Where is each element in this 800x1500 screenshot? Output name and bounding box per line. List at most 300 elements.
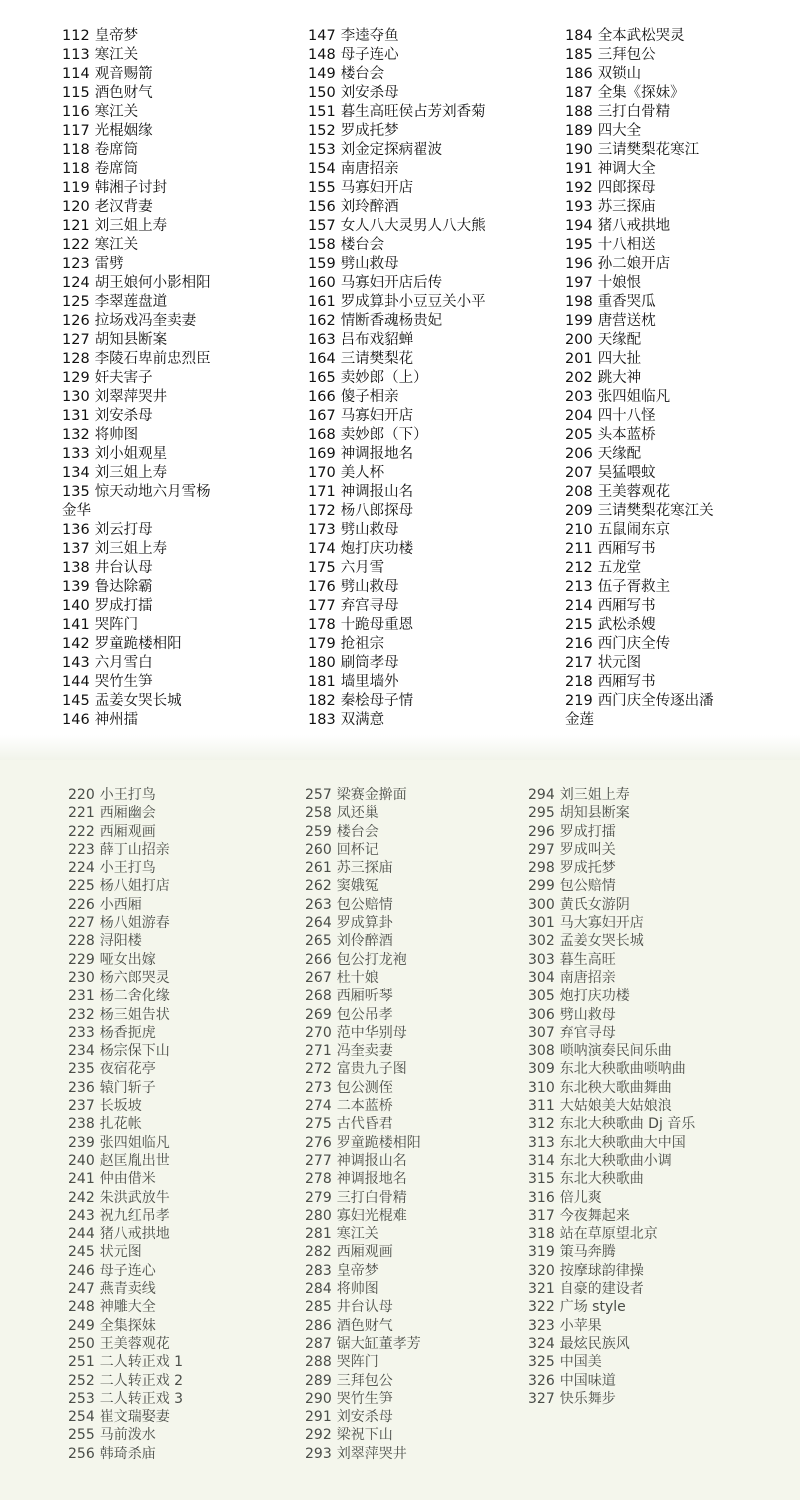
item-title: 孙二娘开店 bbox=[597, 256, 671, 272]
item-number: 276 bbox=[305, 1134, 332, 1151]
list-item bbox=[528, 1317, 793, 1335]
list-item bbox=[565, 483, 795, 502]
item-title: 老汉背妻 bbox=[94, 199, 153, 215]
list-item bbox=[528, 1170, 793, 1188]
item-number: 169 bbox=[308, 446, 336, 462]
list-item bbox=[308, 84, 558, 103]
item-title: 状元图 bbox=[597, 655, 642, 671]
item-title: 快乐舞步 bbox=[559, 1390, 616, 1407]
item-title: 刘三姐上寿 bbox=[559, 787, 630, 803]
item-number: 304 bbox=[528, 969, 555, 986]
item-number: 116 bbox=[62, 104, 90, 120]
item-title: 仲由借米 bbox=[99, 1171, 156, 1188]
list-item bbox=[308, 597, 558, 616]
item-title: 杨八姐打店 bbox=[99, 878, 170, 895]
item-number: 119 bbox=[62, 180, 90, 196]
item-title: 小王打鸟 bbox=[99, 787, 156, 803]
item-title: 井台认母 bbox=[94, 560, 153, 576]
list-item bbox=[305, 969, 530, 987]
item-number: 242 bbox=[68, 1189, 95, 1206]
item-title: 全集《探妹》 bbox=[597, 85, 685, 101]
item-title: 东北大秧歌曲小调 bbox=[559, 1152, 672, 1169]
list-item bbox=[68, 1207, 298, 1225]
item-title: 锯大缸董孝芳 bbox=[336, 1335, 421, 1352]
list-item bbox=[68, 1317, 298, 1335]
list-item bbox=[68, 1097, 298, 1115]
list-item bbox=[308, 255, 558, 274]
item-number: 289 bbox=[305, 1372, 332, 1389]
item-title: 二人转正戏 1 bbox=[99, 1354, 184, 1371]
list-item bbox=[68, 987, 298, 1005]
list-item bbox=[305, 1060, 530, 1078]
item-number: 158 bbox=[308, 237, 336, 253]
item-title: 回杯记 bbox=[336, 841, 379, 858]
item-title: 马寡妇开店 bbox=[340, 180, 414, 196]
item-title: 王美蓉观花 bbox=[597, 484, 671, 500]
item-number: 166 bbox=[308, 389, 336, 405]
list-item bbox=[565, 103, 795, 122]
item-number: 196 bbox=[565, 256, 593, 272]
item-title: 刘安杀母 bbox=[336, 1409, 393, 1426]
list-item bbox=[308, 198, 558, 217]
item-title: 大姑娘美大姑娘浪 bbox=[559, 1098, 672, 1115]
list-item bbox=[565, 445, 795, 464]
item-title: 卷席筒 bbox=[94, 161, 139, 177]
list-item bbox=[565, 141, 795, 160]
item-title: 情断香魂杨贵妃 bbox=[340, 313, 443, 329]
item-number: 286 bbox=[305, 1317, 332, 1334]
item-number: 285 bbox=[305, 1299, 332, 1316]
item-number: 194 bbox=[565, 218, 593, 234]
item-title: 西门庆全传逐出潘 bbox=[597, 693, 714, 709]
item-title: 拉场戏冯奎卖妻 bbox=[94, 313, 197, 329]
item-title: 罗童跪楼相阳 bbox=[94, 636, 182, 652]
list-item bbox=[528, 1353, 793, 1371]
item-title: 冯奎卖妻 bbox=[336, 1043, 393, 1060]
list-item bbox=[308, 65, 558, 84]
item-number: 261 bbox=[305, 860, 332, 877]
list-item bbox=[565, 578, 795, 597]
item-title: 最炫民族风 bbox=[559, 1335, 630, 1352]
item-title: 罗成打擂 bbox=[94, 598, 153, 614]
item-title: 炮打庆功楼 bbox=[559, 988, 630, 1005]
item-number: 149 bbox=[308, 66, 336, 82]
item-number: 168 bbox=[308, 427, 336, 443]
item-number: 129 bbox=[62, 370, 90, 386]
item-number: 273 bbox=[305, 1079, 332, 1096]
list-item bbox=[565, 198, 795, 217]
item-title: 刷筒孝母 bbox=[340, 655, 399, 671]
item-title: 西厢听琴 bbox=[336, 988, 393, 1005]
item-title: 美人杯 bbox=[340, 465, 385, 481]
item-number: 179 bbox=[308, 636, 336, 652]
list-item bbox=[68, 859, 298, 877]
list-item bbox=[68, 1298, 298, 1316]
item-title: 刘伶醉酒 bbox=[336, 933, 393, 950]
item-title: 西厢写书 bbox=[597, 541, 656, 557]
item-title: 墙里墙外 bbox=[340, 674, 399, 690]
list-item bbox=[305, 1115, 530, 1133]
list-item bbox=[305, 1189, 530, 1207]
list-item bbox=[528, 1207, 793, 1225]
list-item bbox=[528, 859, 793, 877]
item-number: 113 bbox=[62, 47, 90, 63]
item-title: 哭阵门 bbox=[94, 617, 139, 633]
item-title: 二人转正戏 3 bbox=[99, 1390, 184, 1407]
item-title: 金华 bbox=[62, 503, 91, 519]
item-number: 180 bbox=[308, 655, 336, 671]
item-title: 井台认母 bbox=[336, 1299, 393, 1316]
item-number: 319 bbox=[528, 1244, 555, 1261]
item-number: 323 bbox=[528, 1317, 555, 1334]
item-number: 307 bbox=[528, 1024, 555, 1041]
list-item bbox=[68, 841, 298, 859]
item-title: 王美蓉观花 bbox=[99, 1335, 170, 1352]
item-number: 204 bbox=[565, 408, 593, 424]
item-number: 218 bbox=[565, 674, 593, 690]
list-item bbox=[62, 274, 302, 293]
item-number: 314 bbox=[528, 1152, 555, 1169]
item-title: 弃宫寻母 bbox=[340, 598, 399, 614]
item-number: 136 bbox=[62, 522, 90, 538]
item-number: 296 bbox=[528, 823, 555, 840]
top-column-2 bbox=[308, 27, 558, 730]
list-item bbox=[565, 160, 795, 179]
list-item bbox=[308, 521, 558, 540]
list-item bbox=[528, 786, 793, 804]
item-number: 243 bbox=[68, 1207, 95, 1224]
item-number: 214 bbox=[565, 598, 593, 614]
list-item bbox=[308, 407, 558, 426]
item-title: 崔文瑞娶妻 bbox=[99, 1409, 170, 1426]
list-item bbox=[68, 1243, 298, 1261]
list-item bbox=[308, 27, 558, 46]
item-title: 张四姐临凡 bbox=[597, 389, 671, 405]
item-number: 148 bbox=[308, 47, 336, 63]
item-title: 母子连心 bbox=[99, 1262, 156, 1279]
list-item bbox=[305, 1225, 530, 1243]
list-item bbox=[565, 388, 795, 407]
item-title: 韩琦杀庙 bbox=[99, 1445, 156, 1462]
item-title: 长坂坡 bbox=[99, 1098, 142, 1115]
item-title: 赵匡胤出世 bbox=[99, 1152, 170, 1169]
list-item bbox=[308, 616, 558, 635]
list-item bbox=[528, 1298, 793, 1316]
item-number: 282 bbox=[305, 1244, 332, 1261]
item-number: 170 bbox=[308, 465, 336, 481]
item-title: 母子连心 bbox=[340, 47, 399, 63]
list-item bbox=[305, 914, 530, 932]
item-number: 271 bbox=[305, 1043, 332, 1060]
item-number: 255 bbox=[68, 1427, 95, 1444]
item-number: 183 bbox=[308, 712, 336, 728]
list-item bbox=[308, 217, 558, 236]
item-number: 173 bbox=[308, 522, 336, 538]
list-item bbox=[68, 896, 298, 914]
item-number: 126 bbox=[62, 313, 90, 329]
item-number: 162 bbox=[308, 313, 336, 329]
item-number: 278 bbox=[305, 1171, 332, 1188]
item-number: 262 bbox=[305, 878, 332, 895]
item-number: 288 bbox=[305, 1354, 332, 1371]
list-item bbox=[305, 1207, 530, 1225]
item-title: 薛丁山招亲 bbox=[99, 841, 170, 858]
list-item bbox=[528, 841, 793, 859]
list-item bbox=[62, 312, 302, 331]
item-number: 164 bbox=[308, 351, 336, 367]
item-number: 147 bbox=[308, 28, 336, 44]
list-item bbox=[305, 786, 530, 804]
item-title: 广场 style bbox=[559, 1299, 626, 1316]
item-number: 165 bbox=[308, 370, 336, 386]
item-title: 包公赔情 bbox=[336, 896, 393, 913]
item-title: 劈山救母 bbox=[559, 1006, 616, 1023]
item-number: 315 bbox=[528, 1171, 555, 1188]
list-item bbox=[62, 217, 302, 236]
item-title: 罗成托梦 bbox=[340, 123, 399, 139]
item-number: 215 bbox=[565, 617, 593, 633]
item-title: 寡妇光棍难 bbox=[336, 1207, 407, 1224]
item-number: 191 bbox=[565, 161, 593, 177]
list-item bbox=[528, 877, 793, 895]
list-item bbox=[68, 1335, 298, 1353]
item-number: 322 bbox=[528, 1299, 555, 1316]
item-title: 傻子相亲 bbox=[340, 389, 399, 405]
list-item bbox=[528, 1335, 793, 1353]
item-number: 303 bbox=[528, 951, 555, 968]
list-item bbox=[308, 179, 558, 198]
item-number: 318 bbox=[528, 1226, 555, 1243]
item-title: 南唐招亲 bbox=[340, 161, 399, 177]
list-item bbox=[528, 1390, 793, 1408]
list-item bbox=[62, 635, 302, 654]
item-title: 寒江关 bbox=[94, 104, 139, 120]
item-number: 268 bbox=[305, 988, 332, 1005]
item-number: 217 bbox=[565, 655, 593, 671]
list-item bbox=[305, 841, 530, 859]
item-title: 罗成算卦小豆豆关小平 bbox=[340, 294, 486, 310]
list-item bbox=[305, 804, 530, 822]
item-title: 东北大秧歌曲大中国 bbox=[559, 1134, 686, 1151]
list-item bbox=[68, 1060, 298, 1078]
top-column-1 bbox=[62, 27, 302, 730]
list-item bbox=[68, 1390, 298, 1408]
item-title: 富贵九子图 bbox=[336, 1061, 407, 1078]
list-item bbox=[308, 673, 558, 692]
item-number: 263 bbox=[305, 896, 332, 913]
item-title: 寒江关 bbox=[94, 237, 139, 253]
item-number: 231 bbox=[68, 988, 95, 1005]
item-number: 265 bbox=[305, 933, 332, 950]
item-title: 皇帝梦 bbox=[336, 1262, 379, 1279]
item-number: 220 bbox=[68, 787, 95, 803]
item-title: 包公测侄 bbox=[336, 1079, 393, 1096]
item-number: 256 bbox=[68, 1445, 95, 1462]
list-item bbox=[528, 1152, 793, 1170]
list-item bbox=[62, 84, 302, 103]
list-item bbox=[305, 1243, 530, 1261]
item-number: 327 bbox=[528, 1390, 555, 1407]
item-title: 西厢观画 bbox=[336, 1244, 393, 1261]
list-item bbox=[565, 502, 795, 521]
item-title: 劈山救母 bbox=[340, 256, 399, 272]
item-title: 二人转正戏 2 bbox=[99, 1372, 184, 1389]
item-number: 310 bbox=[528, 1079, 555, 1096]
item-title: 六月雪 bbox=[340, 560, 385, 576]
item-number: 195 bbox=[565, 237, 593, 253]
item-number: 280 bbox=[305, 1207, 332, 1224]
bottom-column-3 bbox=[528, 786, 793, 1408]
list-item bbox=[565, 426, 795, 445]
item-number: 287 bbox=[305, 1335, 332, 1352]
item-number: 171 bbox=[308, 484, 336, 500]
list-item bbox=[565, 350, 795, 369]
item-number: 241 bbox=[68, 1171, 95, 1188]
list-item bbox=[62, 711, 302, 730]
item-title: 天缘配 bbox=[597, 446, 642, 462]
item-title: 中国美 bbox=[559, 1354, 602, 1371]
list-item bbox=[565, 179, 795, 198]
item-number: 249 bbox=[68, 1317, 95, 1334]
list-item bbox=[68, 1115, 298, 1133]
item-title: 卷席筒 bbox=[94, 142, 139, 158]
item-title: 今夜舞起来 bbox=[559, 1207, 630, 1224]
item-title: 朱洪武放牛 bbox=[99, 1189, 170, 1206]
list-item bbox=[565, 27, 795, 46]
list-item bbox=[565, 255, 795, 274]
item-number: 127 bbox=[62, 332, 90, 348]
item-title: 自豪的建设者 bbox=[559, 1281, 644, 1298]
item-number: 163 bbox=[308, 332, 336, 348]
item-number: 299 bbox=[528, 878, 555, 895]
list-item bbox=[68, 1134, 298, 1152]
item-number: 272 bbox=[305, 1061, 332, 1078]
item-number: 182 bbox=[308, 693, 336, 709]
list-item bbox=[308, 312, 558, 331]
item-title: 梁赛金擀面 bbox=[336, 787, 407, 803]
item-title: 小西厢 bbox=[99, 896, 142, 913]
list-item bbox=[62, 483, 302, 502]
item-title: 二本蓝桥 bbox=[336, 1098, 393, 1115]
list-item bbox=[62, 293, 302, 312]
item-title: 刘翠萍哭井 bbox=[336, 1445, 407, 1462]
item-number: 177 bbox=[308, 598, 336, 614]
item-title: 寒江关 bbox=[94, 47, 139, 63]
item-title: 寒江关 bbox=[336, 1226, 379, 1243]
item-number: 306 bbox=[528, 1006, 555, 1023]
item-title: 劈山救母 bbox=[340, 579, 399, 595]
list-item bbox=[528, 1134, 793, 1152]
item-number: 260 bbox=[305, 841, 332, 858]
list-item bbox=[308, 369, 558, 388]
item-title: 刘金定探病翟波 bbox=[340, 142, 443, 158]
list-item bbox=[62, 616, 302, 635]
item-number: 253 bbox=[68, 1390, 95, 1407]
item-title: 吕布戏貂蝉 bbox=[340, 332, 414, 348]
list-item bbox=[308, 293, 558, 312]
item-title: 弃官寻母 bbox=[559, 1024, 616, 1041]
item-number: 112 bbox=[62, 28, 90, 44]
item-title: 包公打龙袍 bbox=[336, 951, 407, 968]
item-number: 120 bbox=[62, 199, 90, 215]
item-title: 酒色财气 bbox=[336, 1317, 393, 1334]
item-number: 209 bbox=[565, 503, 593, 519]
item-title: 神调报山名 bbox=[340, 484, 414, 500]
item-number: 300 bbox=[528, 896, 555, 913]
list-item bbox=[68, 1353, 298, 1371]
item-number: 297 bbox=[528, 841, 555, 858]
list-item bbox=[308, 578, 558, 597]
item-number: 236 bbox=[68, 1079, 95, 1096]
item-title: 唐营送枕 bbox=[597, 313, 656, 329]
list-item bbox=[528, 914, 793, 932]
list-item bbox=[68, 1445, 298, 1463]
item-number: 197 bbox=[565, 275, 593, 291]
item-number: 267 bbox=[305, 969, 332, 986]
item-number: 292 bbox=[305, 1427, 332, 1444]
list-item bbox=[305, 1353, 530, 1371]
item-number: 324 bbox=[528, 1335, 555, 1352]
item-title: 暮生高旺侯占芳刘香菊 bbox=[340, 104, 486, 120]
item-number: 145 bbox=[62, 693, 90, 709]
item-number: 167 bbox=[308, 408, 336, 424]
item-title: 祝九红吊孝 bbox=[99, 1207, 170, 1224]
list-item bbox=[308, 331, 558, 350]
item-title: 刘翠萍哭井 bbox=[94, 389, 168, 405]
list-item bbox=[305, 1372, 530, 1390]
item-number: 283 bbox=[305, 1262, 332, 1279]
item-title: 哭竹生笋 bbox=[336, 1390, 393, 1407]
list-item bbox=[305, 1152, 530, 1170]
item-title: 杨宗保下山 bbox=[99, 1043, 170, 1060]
list-item bbox=[528, 1225, 793, 1243]
item-title: 头本蓝桥 bbox=[597, 427, 656, 443]
item-title: 刘云打母 bbox=[94, 522, 153, 538]
list-item bbox=[528, 804, 793, 822]
item-title: 哭阵门 bbox=[336, 1354, 379, 1371]
item-number: 128 bbox=[62, 351, 90, 367]
item-title: 古代昏君 bbox=[336, 1116, 393, 1133]
item-number: 115 bbox=[62, 85, 90, 101]
item-number: 211 bbox=[565, 541, 593, 557]
list-item bbox=[62, 426, 302, 445]
list-item bbox=[305, 1390, 530, 1408]
bottom-column-2 bbox=[305, 786, 530, 1463]
item-number: 235 bbox=[68, 1061, 95, 1078]
list-item bbox=[528, 951, 793, 969]
list-item bbox=[62, 198, 302, 217]
item-title: 鲁达除霸 bbox=[94, 579, 153, 595]
item-number: 252 bbox=[68, 1372, 95, 1389]
item-number: 320 bbox=[528, 1262, 555, 1279]
item-number: 157 bbox=[308, 218, 336, 234]
item-number: 139 bbox=[62, 579, 90, 595]
item-title: 伍子胥救主 bbox=[597, 579, 671, 595]
item-number: 284 bbox=[305, 1281, 332, 1298]
item-number: 246 bbox=[68, 1262, 95, 1279]
list-item bbox=[68, 786, 298, 804]
list-item bbox=[68, 1024, 298, 1042]
list-item bbox=[528, 1024, 793, 1042]
item-title: 小王打鸟 bbox=[99, 860, 156, 877]
item-number: 203 bbox=[565, 389, 593, 405]
list-item bbox=[308, 160, 558, 179]
item-number: 123 bbox=[62, 256, 90, 272]
list-item bbox=[565, 711, 795, 730]
item-title: 神调大全 bbox=[597, 161, 656, 177]
list-item bbox=[68, 1408, 298, 1426]
item-title: 杨二舍化缘 bbox=[99, 988, 170, 1005]
